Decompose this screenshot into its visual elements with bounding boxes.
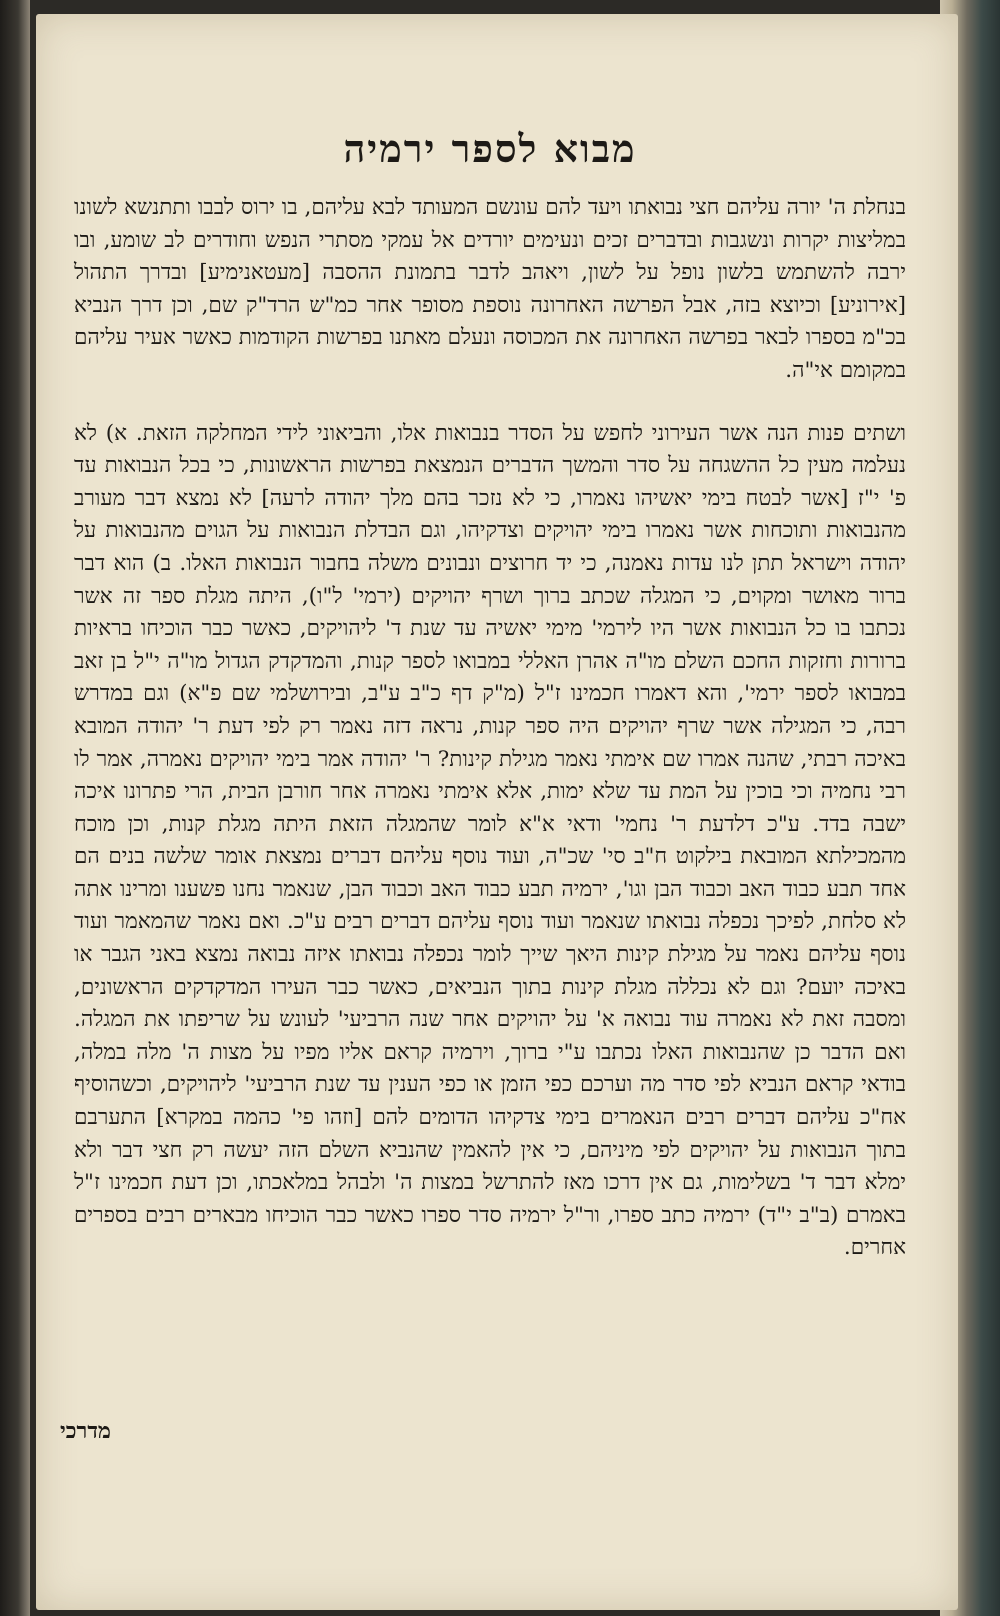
catchword: מדרכי (60, 1418, 111, 1444)
book-spine-left (0, 0, 30, 1616)
paragraph-2: ושתים פנות הנה אשר העירוני לחפש על הסדר בנבואות אלו, והביאוני לידי המחלקה הזאת. א) לא נעלמה מעין כל ההשגחה על סדר והמשך הדברים הנמצאת בפרשות הראשונות, כי בכל הנבואות עד פ' י"ז [אשר לבטח בימי יאשיהו נאמרו, כי לא נזכר בהם מלך יהודה לרעה] לא נמצא דבר מעורב מהנבואות ותוכחות אשר נאמרו בימי יהויקים וצדקיהו, וגם הבדלת הנבואות על הגוים מהנבואות על יהודה וישראל תתן לנו עדות נאמנה, כי יד חרוצים ונבונים משלה בחבור הנבואות האלו. ב) הוא דבר ברור מאושר ומקוים, כי המגלה שכתב ברוך ושרף יהויקים (ירמי' ל"ו), היתה מגלת ספר זה אשר נכתבו בו כל הנבואות אשר היו לירמי' מימי יאשיה עד שנת ד' ליהויקים, כאשר כבר הוכיחו בראיות ברורות וחזקות החכם השלם מו"ה אהרן האללי במבואו לספר קנות, והמדקדק הגדול מו"ה י"ל בן זאב במבואו לספר ירמי', והא דאמרו חכמינו ז"ל (מ"ק דף כ"ב ע"ב, ובירושלמי שם פ"א) וגם במדרש רבה, כי המגילה אשר שרף יהויקים היה ספר קנות, נראה דזה נאמר רק לפי דעת ר' יהודה המובא באיכה רבתי, שהנה אמרו שם אימתי נאמר מגילת קינות? ר' יהודה אמר בימי יהויקים נאמרה, אמר לו רבי נחמיה וכי בוכין על המת עד שלא ימות, אלא אימתי נאמרה אחר חורבן הבית, הרי פתרונו איכה ישבה בדד. ע"כ דלדעת ר' נחמי' ודאי א"א לומר שהמגלה הזאת היתה מגלת קנות, וכן מוכח מהמכילתא המובאת בילקוט ח"ב סי' שכ"ה, ועוד נוסף עליהם דברים נמצאת אומר שלשה בנים הם אחד תבע כבוד האב וכבוד הבן וגו', ירמיה תבע כבוד האב וכבוד הבן, שנאמר נחנו פשענו ומרינו אתה לא סלחת, לפיכך נכפלה נבואתו שנאמר ועוד נוסף עליהם דברים רבים ע"כ. ואם נאמר שהמאמר ועוד נוסף עליהם נאמר על מגילת קינות היאך שייך לומר נכפלה נבואתו איזה נבואה נמצא באני הגבר או באיכה יועם? וגם לא נכללה מגלת קינות בתוך הנביאים, כאשר כבר העירו המדקדקים הראשונים, ומסבה זאת לא נאמרה עוד נבואה א' על יהויקים אחר שנה הרביעי' לעונש על שריפתו את המגלה. ואם הדבר כן שהנבואות האלו נכתבו ע"י ברוך, וירמיה קראם אליו מפיו על מצות ה' מלה במלה, בודאי קראם הנביא לפי סדר מה וערכם כפי הזמן או כפי הענין עד שנת הרביעי' ליהויקים, וכשהוסיף אח"כ עליהם דברים רבים הנאמרים בימי צדקיהו הדומים להם [וזהו פי' כהמה במקרא] התערבם בתוך הנבואות על יהויקים לפי מיניהם, כי אין להאמין שהנביא השלם הזה יעשה רק חצי דבר ולא ימלא דבר ד' בשלימות, גם אין דרכו מאז להתרשל במצות ה' ולבהל במלאכתו, וכן דעת חכמינו ז"ל באמרם (ב"ב י"ד) ירמיה כתב ספרו, ור"ל ירמיה סדר ספרו כאשר כבר הוכיחו מבארים רבים בספרים אחרים. (74, 420, 906, 1261)
page-title: מבוא לספר ירמיה (343, 126, 637, 171)
page-text-block (74, 126, 906, 1265)
book-page (36, 14, 958, 1610)
paragraph-1: בנחלת ה' יורה עליהם חצי נבואתו ויעד להם עונשם המעותד לבא עליהם, בו ירוס לבבו ותתנשא לשונו במליצות יקרות ונשגבות ובדברים זכים ונעימים יורדים אל עמקי מסתרי הנפש וחודרים לב שומע, ובו ירבה להשתמש בלשון נופל על לשון, ויאהב לדבר בתמונת ההסבה [מעטאנימיע] ובדרך התהול [אירוניע] וכיוצא בזה, אבל הפרשה האחרונה נוספת מסופר אחר כמ"ש הרד"ק שם, וכן דרך הנביא בכ"מ בספרו לבאר בפרשה האחרונה את המכוסה ונעלם מאתנו בפרשות הקודמות כאשר אעיר עליהם במקומם אי"ה. (74, 195, 906, 383)
